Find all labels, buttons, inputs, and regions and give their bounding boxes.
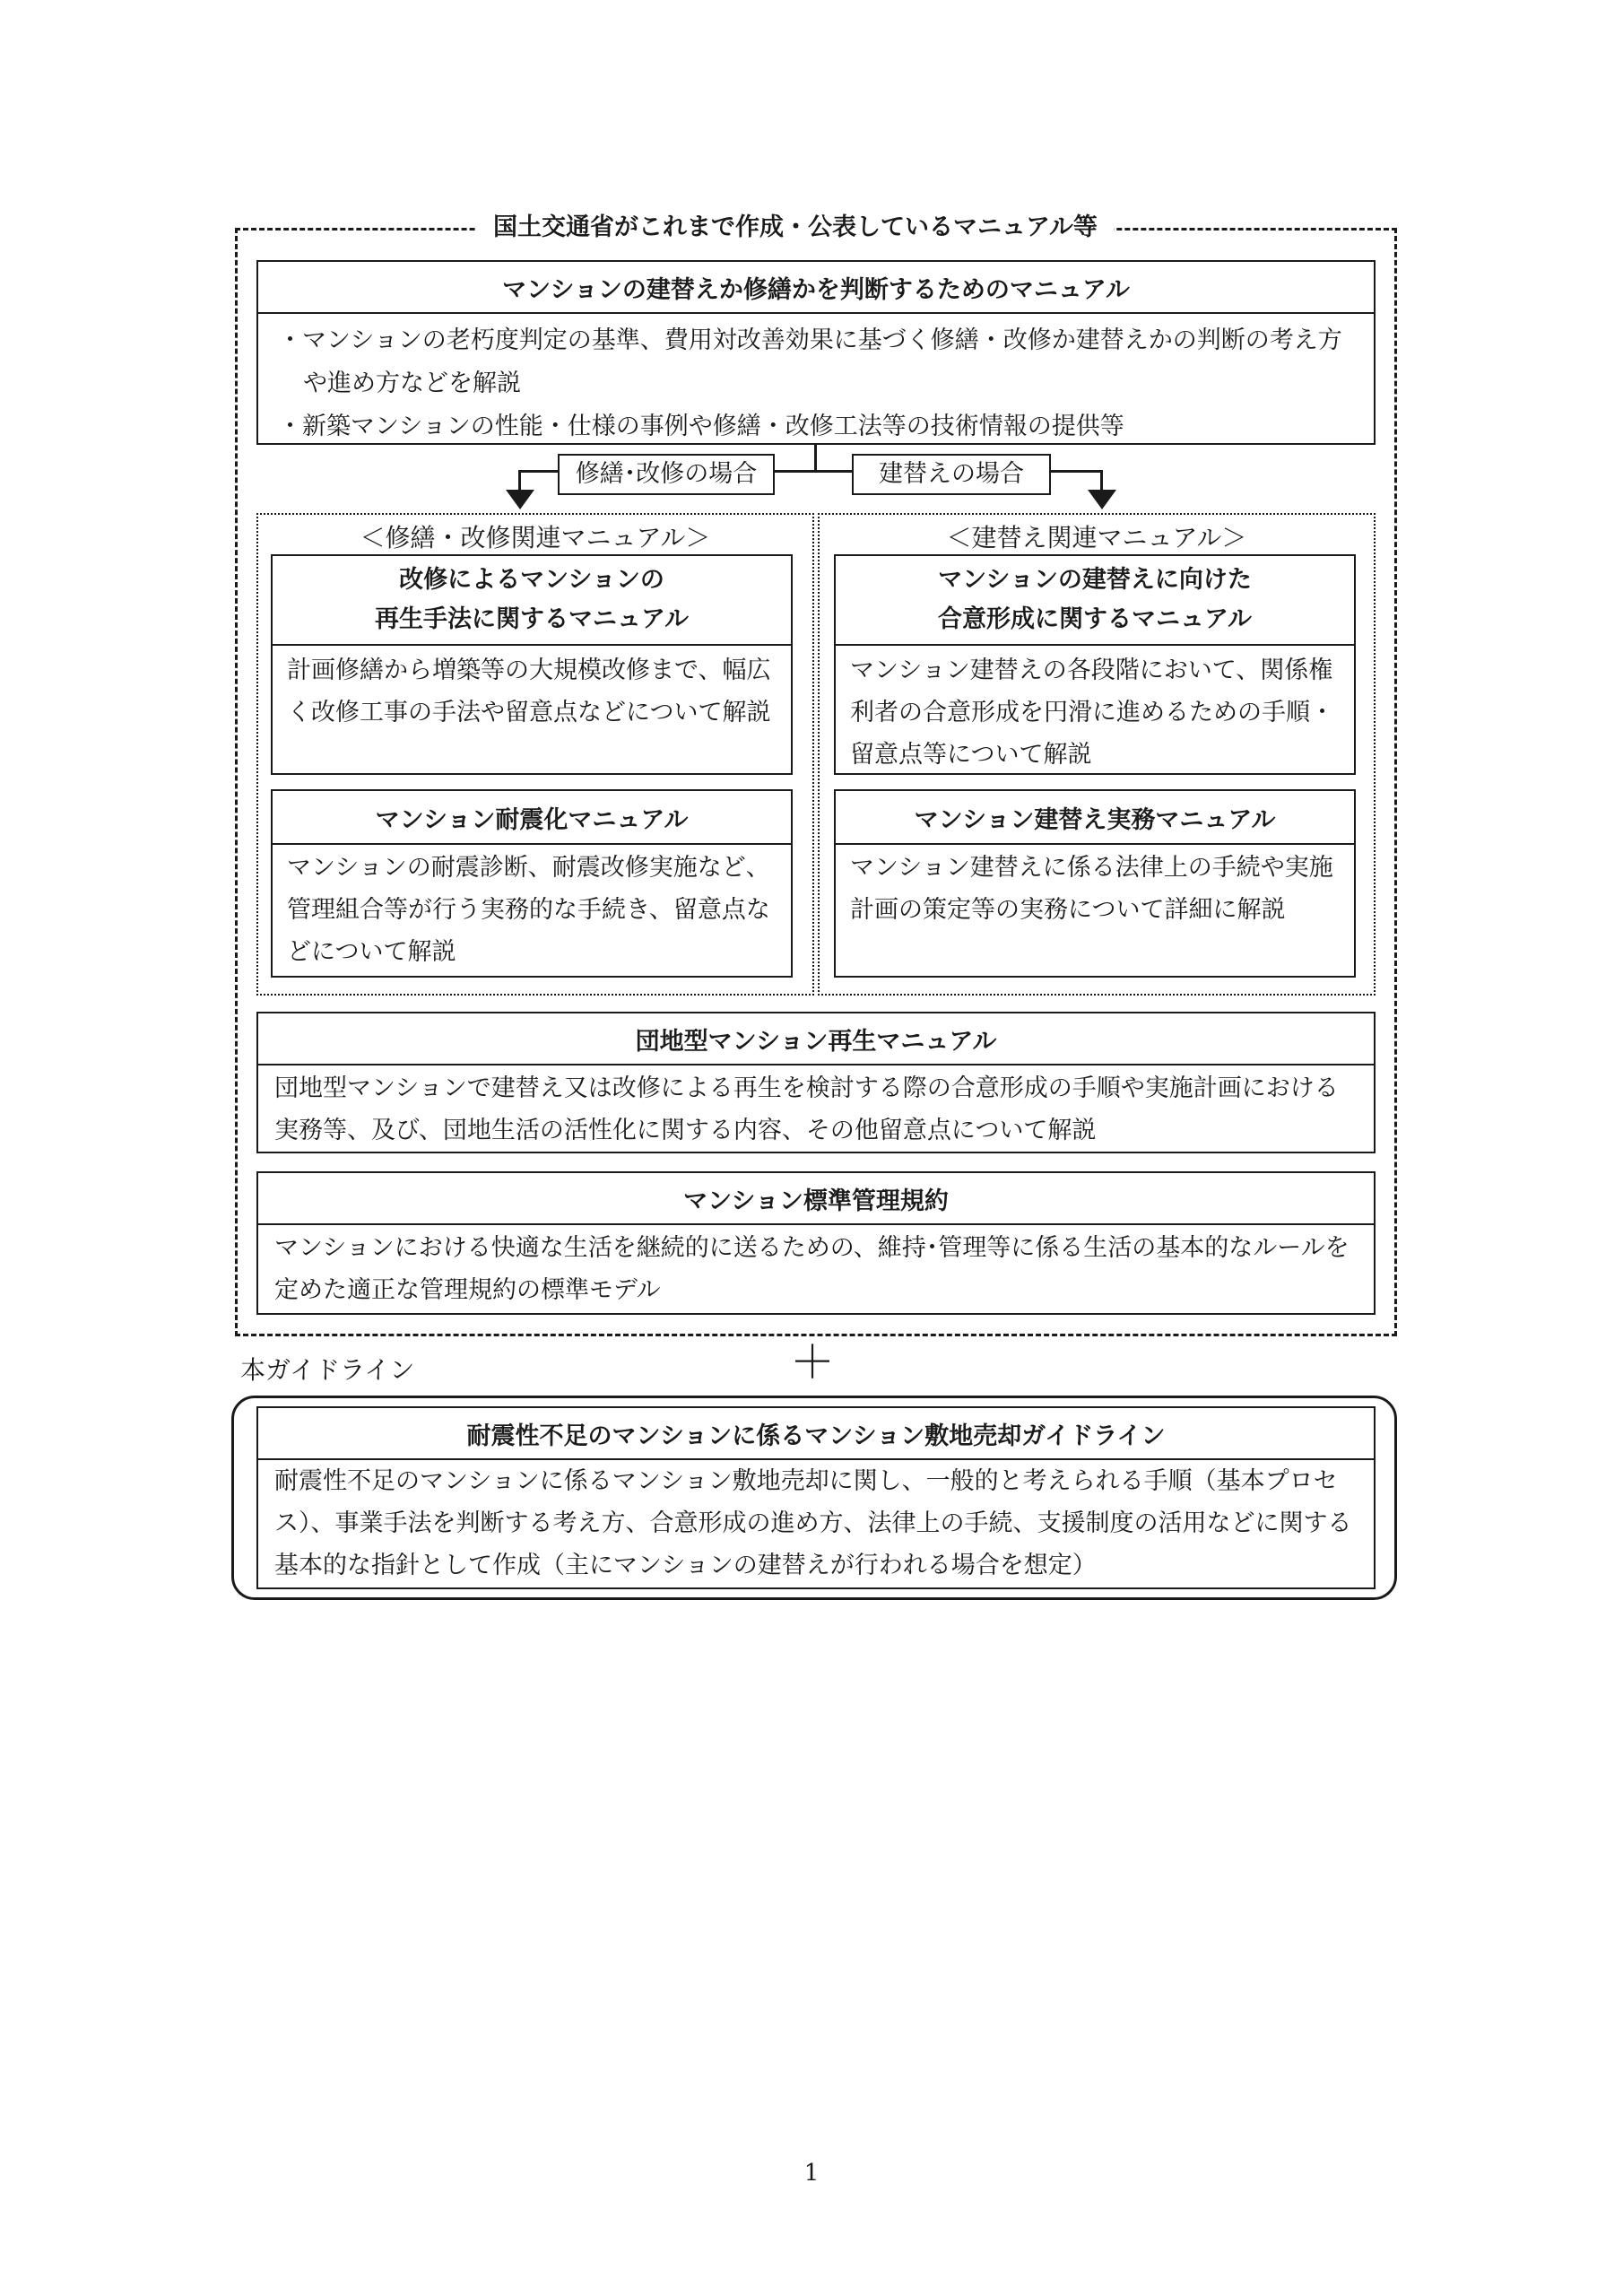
- top-manual-bullet-2: ・新築マンションの性能・仕様の事例や修繕・改修工法等の技術情報の提供等: [278, 413, 1124, 440]
- branch-label-rebuild: 建替えの場合: [852, 454, 1051, 495]
- existing-manuals-legend: 国土交通省がこれまで作成・公表しているマニュアル等: [477, 210, 1114, 246]
- this-guideline-title: 耐震性不足のマンションに係るマンション敷地売却ガイドライン: [258, 1408, 1374, 1460]
- goui-manual-body: マンション建替えの各段階において、関係権利者の合意形成を円滑に進めるための手順・留意点等について解説: [850, 657, 1334, 769]
- branch-stem-line: [814, 445, 817, 472]
- kaishu-manual-title: [273, 556, 791, 646]
- top-manual-body: [258, 314, 1374, 454]
- danchi-manual-title: 団地型マンション再生マニュアル: [258, 1013, 1374, 1065]
- kaishu-manual-box: [271, 554, 793, 775]
- arrow-right-icon: [1088, 490, 1116, 509]
- goui-manual-title-line-2: 合意形成に関するマニュアル: [938, 605, 1252, 633]
- branch-label-repair: 修繕･改修の場合: [558, 454, 775, 495]
- kaishu-manual-body: 計画修繕から増築等の大規模改修まで、幅広く改修工事の手法や留意点などについて解説: [287, 657, 771, 726]
- goui-manual-title: [836, 556, 1354, 646]
- top-manual-bullet-1: ・マンションの老朽度判定の基準、費用対改善効果に基づく修繕・改修か建替えかの判断の考え方や進め方などを解説: [278, 326, 1342, 397]
- goui-manual-box: [834, 554, 1356, 775]
- tatekae-jitsumu-manual-title: マンション建替え実務マニュアル: [836, 791, 1354, 845]
- danchi-manual-box: [256, 1012, 1376, 1153]
- this-guideline-body: 耐震性不足のマンションに係るマンション敷地売却に関し、一般的と考えられる手順（基本プロセス）、事業手法を判断する考え方、合意形成の進め方、法律上の手続、支援制度の活用などに関する基本的な指針として作成（主にマンションの建替えが行われる場合を想定）: [274, 1467, 1352, 1579]
- taishin-manual-title: マンション耐震化マニュアル: [273, 791, 791, 845]
- plus-sign: ＋: [790, 1336, 835, 1388]
- taishin-manual-box: [271, 789, 793, 978]
- kaishu-manual-title-line-1: 改修によるマンションの: [399, 566, 664, 594]
- danchi-manual-body: 団地型マンションで建替え又は改修による再生を検討する際の合意形成の手順や実施計画における実務等、及び、団地生活の活性化に関する内容、その他留意点について解説: [274, 1074, 1339, 1144]
- kiyaku-manual-title: マンション標準管理規約: [258, 1173, 1374, 1225]
- this-guideline-box: [256, 1406, 1376, 1589]
- kiyaku-manual-body: マンションにおける快適な生活を継続的に送るための、維持･管理等に係る生活の基本的なルールを定めた適正な管理規約の標準モデル: [274, 1234, 1350, 1304]
- goui-manual-title-line-1: マンションの建替えに向けた: [938, 566, 1252, 594]
- taishin-manual-body: マンションの耐震診断、耐震改修実施など、管理組合等が行う実務的な手続き、留意点などについて解説: [287, 854, 770, 966]
- this-guideline-label: 本ガイドライン: [240, 1355, 415, 1385]
- page-number: 1: [803, 2160, 820, 2187]
- rebuild-manuals-group-title: ＜建替え関連マニュアル＞: [946, 523, 1247, 552]
- tatekae-jitsumu-manual-body: マンション建替えに係る法律上の手続や実施計画の策定等の実務について詳細に解説: [850, 854, 1333, 924]
- top-manual-title: マンションの建替えか修繕かを判断するためのマニュアル: [258, 262, 1374, 314]
- top-manual-box: [256, 260, 1376, 445]
- repair-manuals-group-title: ＜修繕・改修関連マニュアル＞: [360, 523, 711, 552]
- tatekae-jitsumu-manual-box: [834, 789, 1356, 978]
- kiyaku-manual-box: [256, 1171, 1376, 1315]
- arrow-left-icon: [506, 490, 534, 509]
- kaishu-manual-title-line-2: 再生手法に関するマニュアル: [375, 605, 689, 633]
